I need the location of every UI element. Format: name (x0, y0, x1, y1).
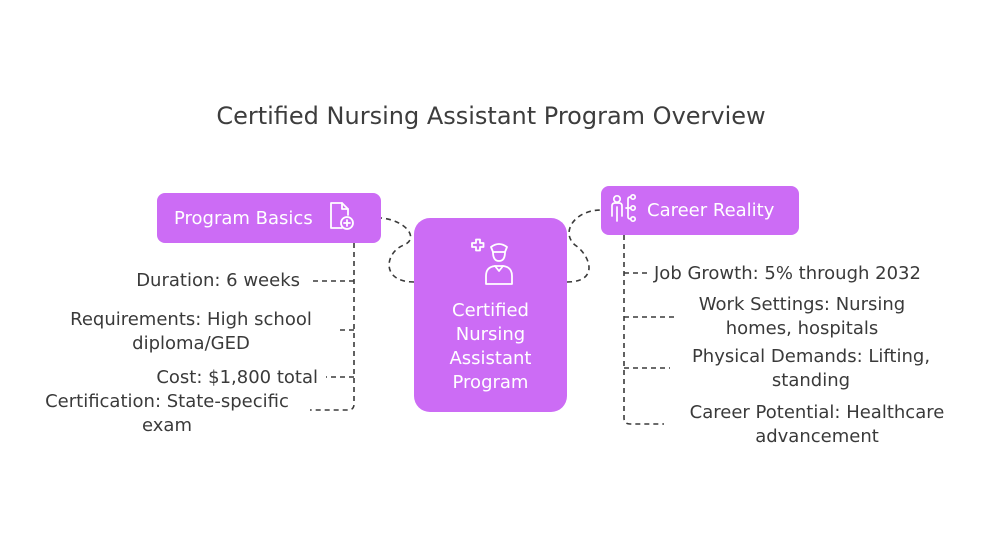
diagram-title: Certified Nursing Assistant Program Overview (216, 102, 766, 130)
left-item-cost: Cost: $1,800 total (156, 367, 318, 388)
right-item-career-potential: Career Potential: Healthcare advancement (689, 402, 945, 447)
center-node (414, 218, 567, 412)
left-item-requirements: Requirements: High school diploma/GED (70, 309, 312, 354)
connector-center-to-basics (381, 218, 414, 282)
right-item-physical-demands: Physical Demands: Lifting, standing (691, 346, 931, 391)
career-path-icon (609, 192, 639, 229)
right-item-work-settings: Work Settings: Nursing homes, hospitals (698, 294, 906, 339)
career-reality-label: Career Reality (647, 200, 775, 221)
connector-center-to-career (567, 210, 601, 282)
right-item-job-growth: Job Growth: 5% through 2032 (654, 263, 921, 284)
program-basics-node (157, 193, 381, 243)
program-basics-label: Program Basics (174, 207, 313, 229)
center-label: Certified Nursing Assistant Program (449, 300, 532, 393)
left-item-certification: Certification: State-specific exam (45, 391, 289, 436)
document-plus-icon (326, 200, 356, 237)
nurse-icon (466, 238, 516, 293)
left-item-duration: Duration: 6 weeks (136, 270, 300, 291)
career-reality-node (601, 186, 799, 235)
